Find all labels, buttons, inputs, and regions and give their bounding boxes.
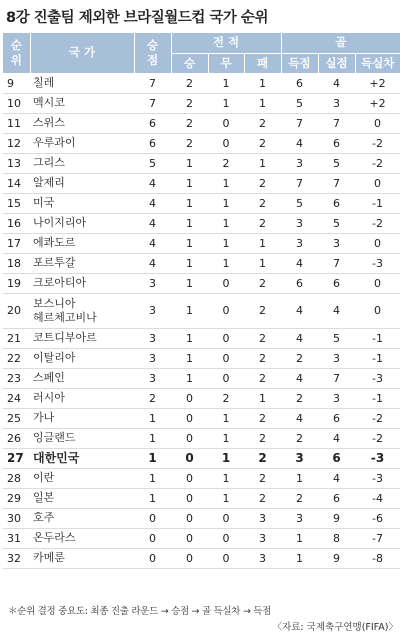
table-row bbox=[3, 193, 400, 213]
win-cell: 1 bbox=[171, 173, 208, 193]
points-cell: 0 bbox=[134, 548, 171, 568]
table-row bbox=[3, 73, 400, 93]
table-row bbox=[3, 468, 400, 488]
loss-cell: 1 bbox=[244, 233, 281, 253]
table-title: 8강 진출팀 제외한 브라질월드컵 국가 순위 bbox=[6, 10, 268, 26]
points-cell: 4 bbox=[134, 173, 171, 193]
diff-cell: -8 bbox=[355, 548, 400, 568]
loss-cell: 2 bbox=[244, 348, 281, 368]
ranking-table bbox=[3, 33, 400, 569]
scored-cell: 4 bbox=[281, 328, 318, 348]
diff-cell: -4 bbox=[355, 488, 400, 508]
country-cell: 멕시코 bbox=[30, 93, 134, 113]
win-cell: 0 bbox=[171, 488, 208, 508]
win-cell: 0 bbox=[171, 548, 208, 568]
country-cell: 포르투갈 bbox=[30, 253, 134, 273]
points-cell: 3 bbox=[134, 328, 171, 348]
draw-cell: 1 bbox=[208, 448, 244, 468]
diff-cell: 0 bbox=[355, 273, 400, 293]
country-cell: 카메룬 bbox=[30, 548, 134, 568]
diff-cell: -3 bbox=[355, 448, 400, 468]
country-cell: 에콰도르 bbox=[30, 233, 134, 253]
scored-cell: 6 bbox=[281, 73, 318, 93]
scored-cell: 4 bbox=[281, 133, 318, 153]
points-cell: 4 bbox=[134, 193, 171, 213]
win-cell: 0 bbox=[171, 528, 208, 548]
draw-cell: 0 bbox=[208, 328, 244, 348]
rank-cell: 14 bbox=[3, 173, 30, 193]
draw-cell: 1 bbox=[208, 213, 244, 233]
rank-cell: 21 bbox=[3, 328, 30, 348]
table-row bbox=[3, 548, 400, 568]
table-row bbox=[3, 253, 400, 273]
scored-cell: 4 bbox=[281, 408, 318, 428]
loss-cell: 2 bbox=[244, 488, 281, 508]
diff-cell: -2 bbox=[355, 213, 400, 233]
loss-cell: 2 bbox=[244, 328, 281, 348]
table-row bbox=[3, 273, 400, 293]
rank-cell: 16 bbox=[3, 213, 30, 233]
points-cell: 0 bbox=[134, 528, 171, 548]
country-cell: 잉글랜드 bbox=[30, 428, 134, 448]
country-cell: 온두라스 bbox=[30, 528, 134, 548]
header-points: 승점 bbox=[134, 33, 171, 73]
table-row bbox=[3, 113, 400, 133]
conceded-cell: 6 bbox=[318, 273, 355, 293]
rank-cell: 11 bbox=[3, 113, 30, 133]
win-cell: 1 bbox=[171, 273, 208, 293]
header-record: 전 적 bbox=[171, 33, 281, 53]
win-cell: 1 bbox=[171, 328, 208, 348]
country-cell: 이탈리아 bbox=[30, 348, 134, 368]
diff-cell: -6 bbox=[355, 508, 400, 528]
points-cell: 6 bbox=[134, 113, 171, 133]
loss-cell: 1 bbox=[244, 388, 281, 408]
table-row bbox=[3, 93, 400, 113]
header-country: 국 가 bbox=[30, 33, 134, 73]
rank-cell: 23 bbox=[3, 368, 30, 388]
table-row bbox=[3, 388, 400, 408]
table-row bbox=[3, 293, 400, 328]
win-cell: 1 bbox=[171, 348, 208, 368]
scored-cell: 2 bbox=[281, 348, 318, 368]
conceded-cell: 8 bbox=[318, 528, 355, 548]
table-row bbox=[3, 488, 400, 508]
country-cell: 나이지리아 bbox=[30, 213, 134, 233]
draw-cell: 0 bbox=[208, 293, 244, 328]
table-row bbox=[3, 368, 400, 388]
draw-cell: 0 bbox=[208, 508, 244, 528]
conceded-cell: 4 bbox=[318, 428, 355, 448]
rank-cell: 27 bbox=[3, 448, 30, 468]
rank-cell: 32 bbox=[3, 548, 30, 568]
rank-cell: 9 bbox=[3, 73, 30, 93]
conceded-cell: 5 bbox=[318, 213, 355, 233]
country-cell: 보스니아 헤르체고비나 bbox=[30, 293, 134, 328]
loss-cell: 1 bbox=[244, 253, 281, 273]
loss-cell: 2 bbox=[244, 448, 281, 468]
loss-cell: 2 bbox=[244, 428, 281, 448]
header-win: 승 bbox=[171, 53, 208, 73]
diff-cell: 0 bbox=[355, 293, 400, 328]
draw-cell: 1 bbox=[208, 488, 244, 508]
draw-cell: 1 bbox=[208, 408, 244, 428]
points-cell: 2 bbox=[134, 388, 171, 408]
points-cell: 0 bbox=[134, 508, 171, 528]
points-cell: 4 bbox=[134, 253, 171, 273]
points-cell: 1 bbox=[134, 448, 171, 468]
conceded-cell: 4 bbox=[318, 468, 355, 488]
diff-cell: -3 bbox=[355, 468, 400, 488]
loss-cell: 3 bbox=[244, 508, 281, 528]
country-cell: 호주 bbox=[30, 508, 134, 528]
header-loss: 패 bbox=[244, 53, 281, 73]
country-cell: 러시아 bbox=[30, 388, 134, 408]
conceded-cell: 3 bbox=[318, 348, 355, 368]
conceded-cell: 3 bbox=[318, 388, 355, 408]
points-cell: 6 bbox=[134, 133, 171, 153]
country-cell: 그리스 bbox=[30, 153, 134, 173]
conceded-cell: 7 bbox=[318, 253, 355, 273]
win-cell: 1 bbox=[171, 368, 208, 388]
rank-cell: 20 bbox=[3, 293, 30, 328]
diff-cell: -2 bbox=[355, 133, 400, 153]
loss-cell: 2 bbox=[244, 293, 281, 328]
conceded-cell: 7 bbox=[318, 113, 355, 133]
draw-cell: 0 bbox=[208, 348, 244, 368]
scored-cell: 3 bbox=[281, 508, 318, 528]
points-cell: 1 bbox=[134, 468, 171, 488]
country-cell: 크로아티아 bbox=[30, 273, 134, 293]
table-row bbox=[3, 448, 400, 468]
win-cell: 0 bbox=[171, 408, 208, 428]
header-draw: 무 bbox=[208, 53, 244, 73]
loss-cell: 1 bbox=[244, 73, 281, 93]
loss-cell: 2 bbox=[244, 273, 281, 293]
draw-cell: 1 bbox=[208, 253, 244, 273]
scored-cell: 3 bbox=[281, 153, 318, 173]
points-cell: 3 bbox=[134, 368, 171, 388]
diff-cell: +2 bbox=[355, 93, 400, 113]
header-conceded: 실점 bbox=[318, 53, 355, 73]
scored-cell: 5 bbox=[281, 193, 318, 213]
diff-cell: -2 bbox=[355, 408, 400, 428]
points-cell: 5 bbox=[134, 153, 171, 173]
scored-cell: 3 bbox=[281, 233, 318, 253]
conceded-cell: 6 bbox=[318, 488, 355, 508]
points-cell: 3 bbox=[134, 273, 171, 293]
loss-cell: 2 bbox=[244, 193, 281, 213]
scored-cell: 2 bbox=[281, 488, 318, 508]
conceded-cell: 6 bbox=[318, 448, 355, 468]
draw-cell: 1 bbox=[208, 173, 244, 193]
scored-cell: 6 bbox=[281, 273, 318, 293]
scored-cell: 4 bbox=[281, 368, 318, 388]
loss-cell: 1 bbox=[244, 153, 281, 173]
conceded-cell: 5 bbox=[318, 153, 355, 173]
loss-cell: 2 bbox=[244, 113, 281, 133]
conceded-cell: 9 bbox=[318, 508, 355, 528]
scored-cell: 5 bbox=[281, 93, 318, 113]
win-cell: 2 bbox=[171, 113, 208, 133]
diff-cell: +2 bbox=[355, 73, 400, 93]
points-cell: 1 bbox=[134, 408, 171, 428]
scored-cell: 4 bbox=[281, 253, 318, 273]
win-cell: 1 bbox=[171, 293, 208, 328]
scored-cell: 7 bbox=[281, 173, 318, 193]
draw-cell: 1 bbox=[208, 468, 244, 488]
table-body bbox=[3, 73, 400, 568]
table-row bbox=[3, 173, 400, 193]
rank-cell: 26 bbox=[3, 428, 30, 448]
rank-cell: 30 bbox=[3, 508, 30, 528]
header-rank: 순위 bbox=[3, 33, 30, 73]
conceded-cell: 3 bbox=[318, 233, 355, 253]
table-header bbox=[3, 33, 400, 73]
draw-cell: 0 bbox=[208, 368, 244, 388]
country-cell: 일본 bbox=[30, 488, 134, 508]
win-cell: 0 bbox=[171, 468, 208, 488]
loss-cell: 2 bbox=[244, 368, 281, 388]
draw-cell: 1 bbox=[208, 233, 244, 253]
conceded-cell: 7 bbox=[318, 173, 355, 193]
rank-cell: 24 bbox=[3, 388, 30, 408]
source-credit: 〈자료: 국제축구연맹(FIFA)〉 bbox=[272, 622, 398, 633]
table-row bbox=[3, 508, 400, 528]
rank-cell: 19 bbox=[3, 273, 30, 293]
win-cell: 1 bbox=[171, 193, 208, 213]
table-row bbox=[3, 153, 400, 173]
rank-cell: 31 bbox=[3, 528, 30, 548]
points-cell: 7 bbox=[134, 93, 171, 113]
diff-cell: -1 bbox=[355, 388, 400, 408]
draw-cell: 1 bbox=[208, 428, 244, 448]
rank-cell: 13 bbox=[3, 153, 30, 173]
loss-cell: 2 bbox=[244, 468, 281, 488]
country-cell: 미국 bbox=[30, 193, 134, 213]
rank-cell: 15 bbox=[3, 193, 30, 213]
country-cell: 우루과이 bbox=[30, 133, 134, 153]
conceded-cell: 6 bbox=[318, 408, 355, 428]
draw-cell: 0 bbox=[208, 113, 244, 133]
conceded-cell: 6 bbox=[318, 193, 355, 213]
diff-cell: -2 bbox=[355, 428, 400, 448]
scored-cell: 3 bbox=[281, 213, 318, 233]
conceded-cell: 9 bbox=[318, 548, 355, 568]
loss-cell: 3 bbox=[244, 528, 281, 548]
points-cell: 1 bbox=[134, 488, 171, 508]
scored-cell: 1 bbox=[281, 548, 318, 568]
rank-cell: 12 bbox=[3, 133, 30, 153]
draw-cell: 1 bbox=[208, 73, 244, 93]
win-cell: 1 bbox=[171, 213, 208, 233]
win-cell: 0 bbox=[171, 508, 208, 528]
header-diff: 득실차 bbox=[355, 53, 400, 73]
diff-cell: -3 bbox=[355, 253, 400, 273]
draw-cell: 2 bbox=[208, 388, 244, 408]
scored-cell: 2 bbox=[281, 388, 318, 408]
win-cell: 1 bbox=[171, 153, 208, 173]
draw-cell: 0 bbox=[208, 133, 244, 153]
win-cell: 1 bbox=[171, 233, 208, 253]
diff-cell: -1 bbox=[355, 348, 400, 368]
win-cell: 0 bbox=[171, 448, 208, 468]
draw-cell: 2 bbox=[208, 153, 244, 173]
points-cell: 3 bbox=[134, 348, 171, 368]
diff-cell: 0 bbox=[355, 113, 400, 133]
rank-cell: 28 bbox=[3, 468, 30, 488]
draw-cell: 0 bbox=[208, 528, 244, 548]
country-cell: 가나 bbox=[30, 408, 134, 428]
draw-cell: 1 bbox=[208, 193, 244, 213]
table-row bbox=[3, 528, 400, 548]
header-scored: 득점 bbox=[281, 53, 318, 73]
footnote: ＊순위 결정 중요도: 최종 진출 라운드 → 승점 → 골 득실차 → 득점 bbox=[8, 606, 272, 617]
win-cell: 2 bbox=[171, 93, 208, 113]
header-goals: 골 bbox=[281, 33, 400, 53]
scored-cell: 3 bbox=[281, 448, 318, 468]
win-cell: 1 bbox=[171, 253, 208, 273]
conceded-cell: 5 bbox=[318, 328, 355, 348]
scored-cell: 1 bbox=[281, 468, 318, 488]
scored-cell: 7 bbox=[281, 113, 318, 133]
country-cell: 알제리 bbox=[30, 173, 134, 193]
country-cell: 이란 bbox=[30, 468, 134, 488]
table-row bbox=[3, 408, 400, 428]
rank-cell: 17 bbox=[3, 233, 30, 253]
country-cell: 스위스 bbox=[30, 113, 134, 133]
loss-cell: 2 bbox=[244, 408, 281, 428]
rank-cell: 25 bbox=[3, 408, 30, 428]
points-cell: 4 bbox=[134, 233, 171, 253]
win-cell: 0 bbox=[171, 388, 208, 408]
conceded-cell: 7 bbox=[318, 368, 355, 388]
country-cell: 대한민국 bbox=[30, 448, 134, 468]
draw-cell: 0 bbox=[208, 548, 244, 568]
country-cell: 코트디부아르 bbox=[30, 328, 134, 348]
rank-cell: 18 bbox=[3, 253, 30, 273]
win-cell: 2 bbox=[171, 73, 208, 93]
conceded-cell: 4 bbox=[318, 293, 355, 328]
diff-cell: 0 bbox=[355, 233, 400, 253]
table-row bbox=[3, 233, 400, 253]
points-cell: 4 bbox=[134, 213, 171, 233]
scored-cell: 4 bbox=[281, 293, 318, 328]
scored-cell: 2 bbox=[281, 428, 318, 448]
diff-cell: -2 bbox=[355, 153, 400, 173]
conceded-cell: 4 bbox=[318, 73, 355, 93]
draw-cell: 0 bbox=[208, 273, 244, 293]
conceded-cell: 3 bbox=[318, 93, 355, 113]
table-row bbox=[3, 328, 400, 348]
loss-cell: 2 bbox=[244, 213, 281, 233]
rank-cell: 22 bbox=[3, 348, 30, 368]
diff-cell: 0 bbox=[355, 173, 400, 193]
loss-cell: 3 bbox=[244, 548, 281, 568]
country-cell: 스페인 bbox=[30, 368, 134, 388]
diff-cell: -7 bbox=[355, 528, 400, 548]
rank-cell: 29 bbox=[3, 488, 30, 508]
conceded-cell: 6 bbox=[318, 133, 355, 153]
loss-cell: 2 bbox=[244, 173, 281, 193]
table-row bbox=[3, 133, 400, 153]
table-row bbox=[3, 428, 400, 448]
loss-cell: 2 bbox=[244, 133, 281, 153]
points-cell: 3 bbox=[134, 293, 171, 328]
points-cell: 1 bbox=[134, 428, 171, 448]
win-cell: 0 bbox=[171, 428, 208, 448]
table-row bbox=[3, 348, 400, 368]
loss-cell: 1 bbox=[244, 93, 281, 113]
points-cell: 7 bbox=[134, 73, 171, 93]
diff-cell: -3 bbox=[355, 368, 400, 388]
table-row bbox=[3, 213, 400, 233]
diff-cell: -1 bbox=[355, 193, 400, 213]
rank-cell: 10 bbox=[3, 93, 30, 113]
country-cell: 칠레 bbox=[30, 73, 134, 93]
draw-cell: 1 bbox=[208, 93, 244, 113]
win-cell: 2 bbox=[171, 133, 208, 153]
diff-cell: -1 bbox=[355, 328, 400, 348]
scored-cell: 1 bbox=[281, 528, 318, 548]
